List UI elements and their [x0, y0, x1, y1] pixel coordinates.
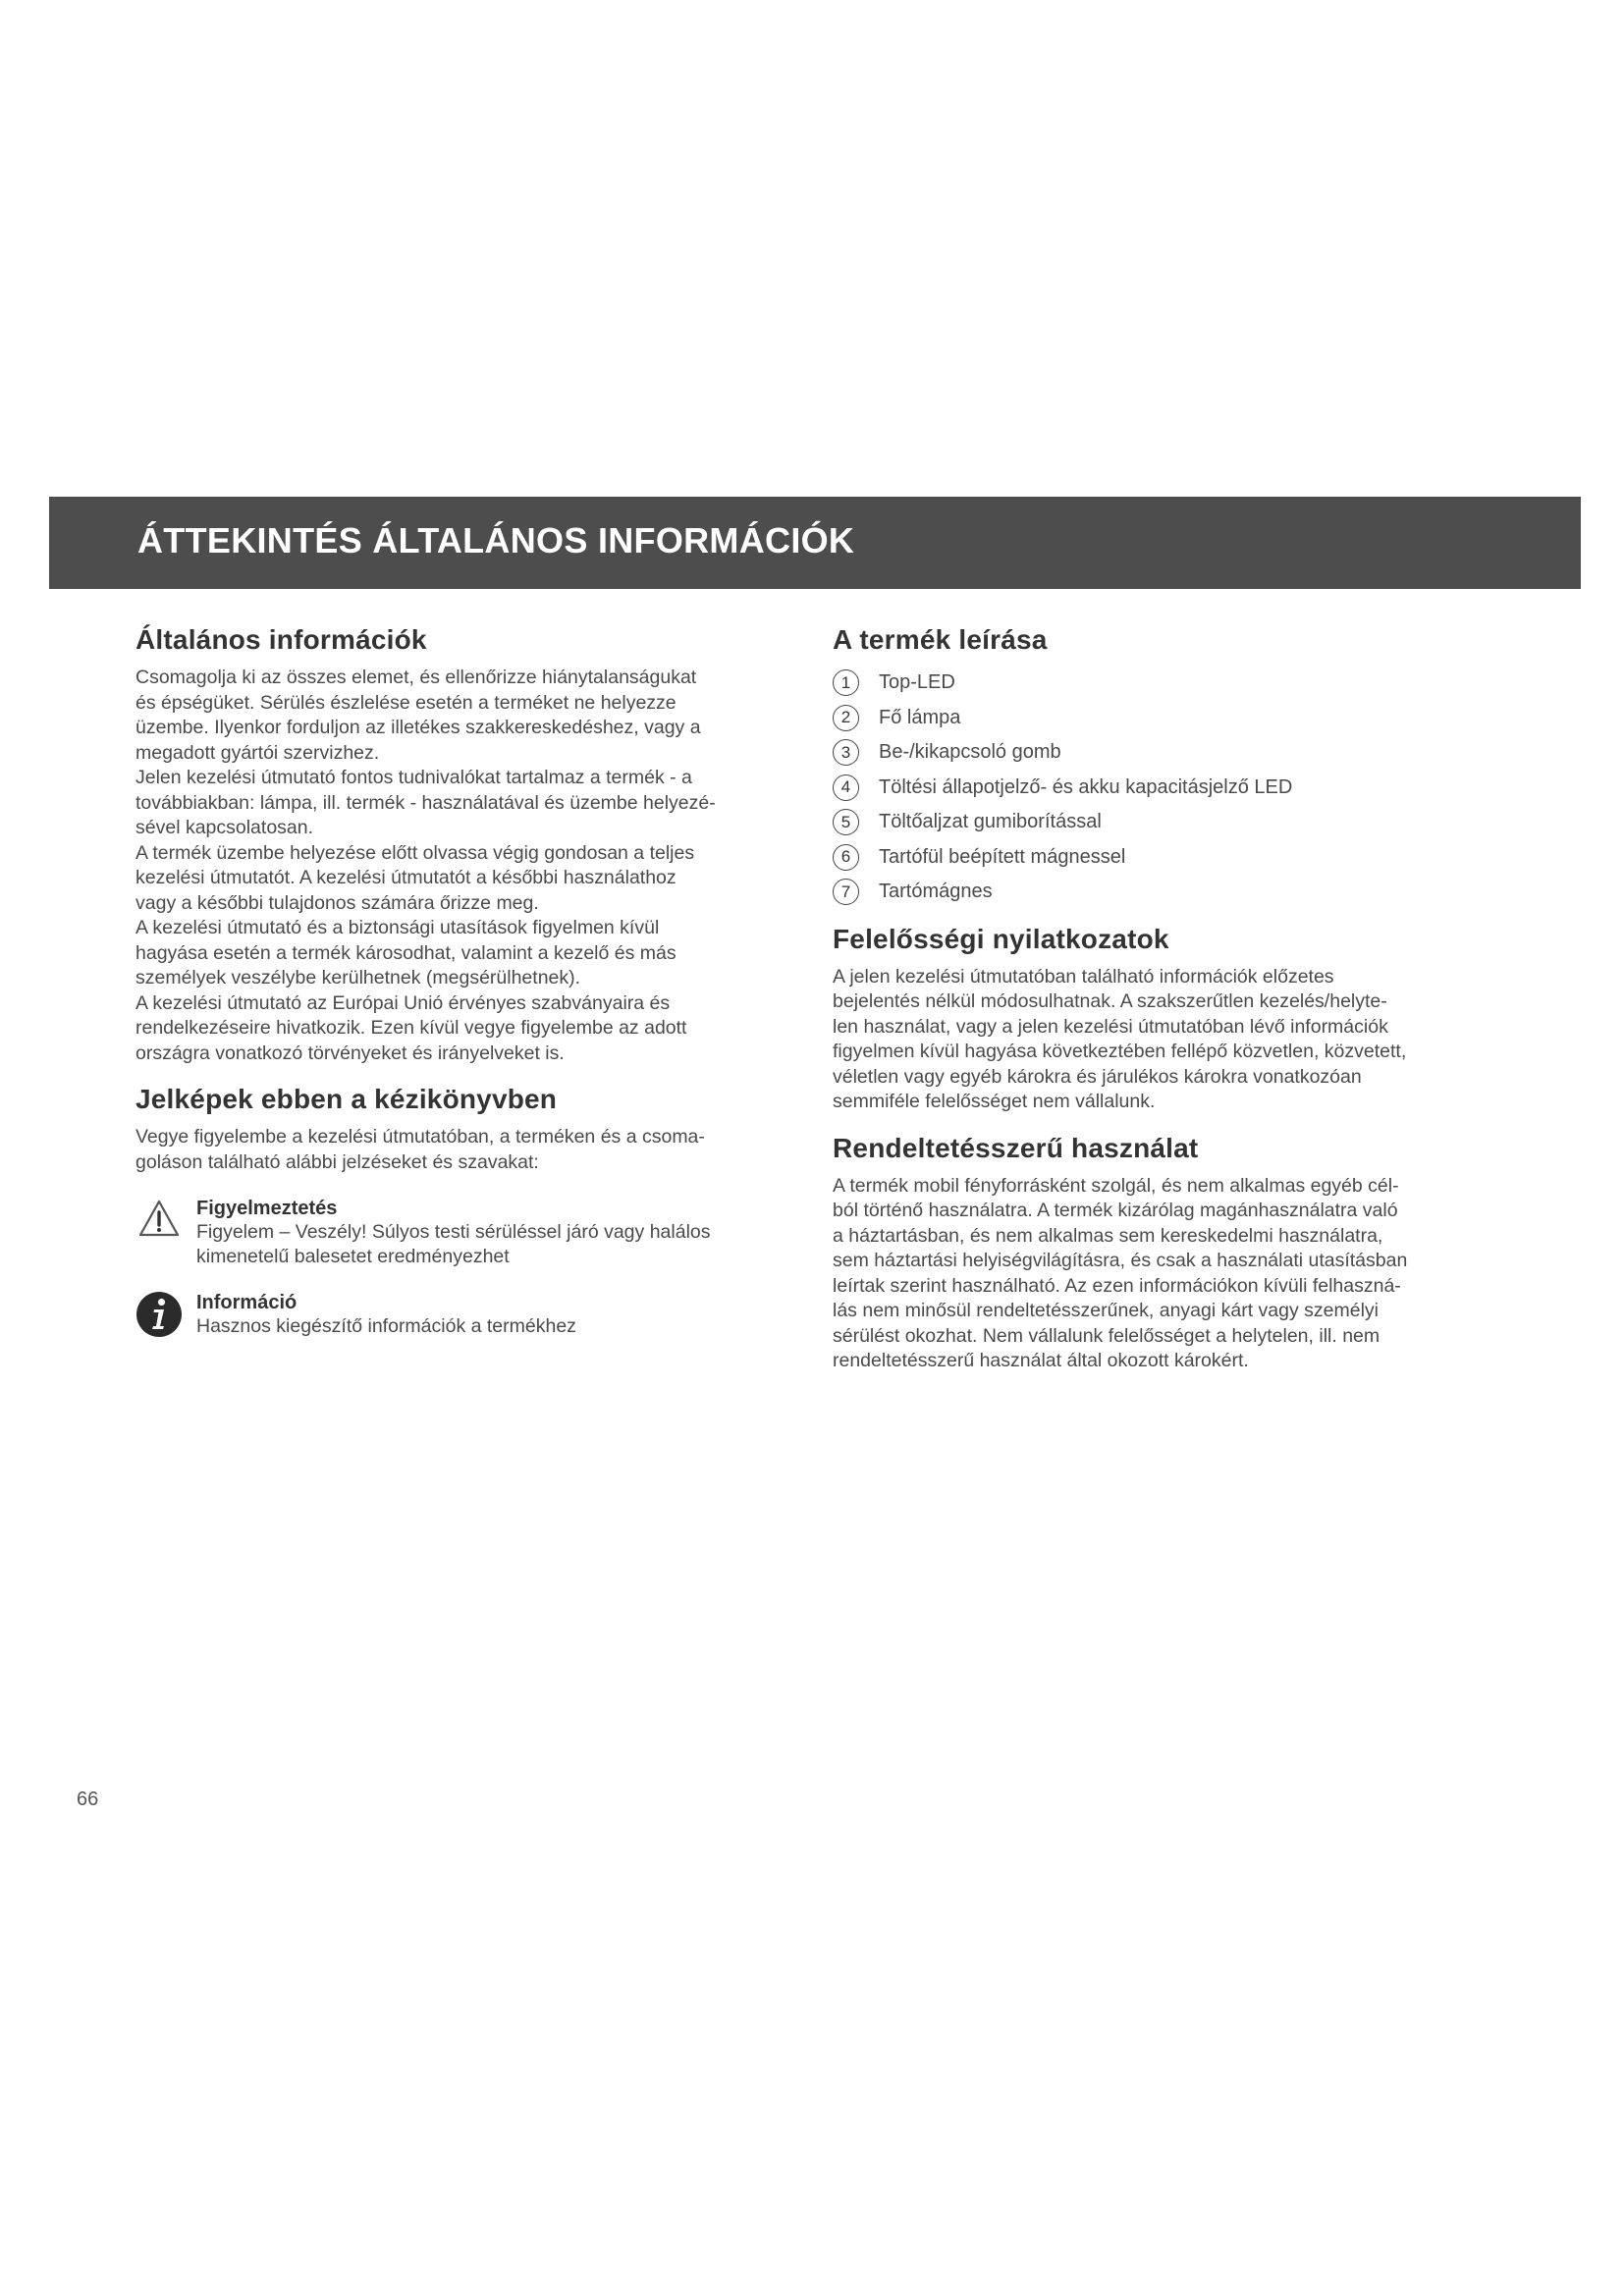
warning-title: Figyelmeztetés — [196, 1198, 338, 1219]
text-line: üzembe. Ilyenkor forduljon az illetékes szakkereskedéshez, vagy a — [135, 717, 701, 738]
text-line: A kezelési útmutató és a biztonsági utasítások figyelmen kívül — [135, 917, 660, 938]
page-title: ÁTTEKINTÉS ÁLTALÁNOS INFORMÁCIÓK — [137, 520, 855, 561]
part-label: Be-/kikapcsoló gomb — [879, 741, 1061, 764]
general-info-text — [135, 666, 785, 1066]
info-title: Információ — [196, 1292, 298, 1313]
text-line: továbbiakban: lámpa, ill. termék - használatával és üzembe helyezé- — [135, 791, 716, 814]
liability-text — [833, 965, 1481, 1115]
number-circle-icon: 1 — [833, 669, 859, 696]
symbols-intro — [135, 1125, 785, 1175]
list-item — [833, 735, 1481, 771]
text-line: Jelen kezelési útmutató fontos tudnivalókat tartalmaz a termék - a — [135, 767, 692, 788]
part-label: Top-LED — [879, 671, 955, 694]
section-banner — [49, 497, 1581, 589]
text-line: A kezelési útmutató az Európai Unió érvényes szabványaira és — [135, 991, 671, 1014]
text-line: személyek veszélybe kerülhetnek (megsérülhetnek). — [135, 967, 581, 988]
list-item — [833, 805, 1481, 840]
text-line: és épségüket. Sérülés észlelése esetén a terméket ne helyezze — [135, 691, 677, 714]
text-line: sem háztartási helyiségvilágításra, és csak a használati utasításban — [833, 1250, 1408, 1271]
liability-heading: Felelősségi nyilatkozatok — [833, 923, 1169, 954]
part-label: Fő lámpa — [879, 706, 961, 728]
warning-notice — [135, 1197, 785, 1269]
text-line: leírtak szerint használható. Az ezen információkon kívüli felhaszná- — [833, 1274, 1401, 1297]
text-line: A termék üzembe helyezése előtt olvassa végig gondosan a teljes — [135, 841, 695, 864]
page-number: 66 — [77, 1789, 99, 1810]
left-column — [135, 624, 785, 1339]
part-label: Tartófül beépített mágnessel — [879, 845, 1126, 868]
list-item — [833, 840, 1481, 876]
list-item — [833, 771, 1481, 806]
text-line: rendeltetésszerű használat által okozott károkért. — [833, 1350, 1249, 1371]
right-column — [833, 624, 1481, 1374]
text-line: országra vonatkozó törvényeket és irányelveket is. — [135, 1041, 565, 1064]
text-line: bejelentés nélkül módosulhatnak. A szakszerűtlen kezelés/helyte- — [833, 990, 1387, 1012]
warning-text-line: Figyelem – Veszély! Súlyos testi sérüléssel járó vagy halálos — [196, 1221, 711, 1243]
info-text-line: Hasznos kiegészítő információk a termékhez — [196, 1315, 576, 1337]
text-line: megadott gyártói szervizhez. — [135, 741, 380, 764]
text-line: Csomagolja ki az összes elemet, és ellenőrizze hiánytalanságukat — [135, 667, 697, 688]
text-line: véletlen vagy egyéb károkra és járulékos károkra vonatkozóan — [833, 1065, 1362, 1088]
number-circle-icon: 5 — [833, 809, 859, 835]
text-line: ból történő használatra. A termék kizárólag magánhasználatra való — [833, 1200, 1398, 1221]
part-label: Töltési állapotjelző- és akku kapacitásjelző LED — [879, 775, 1293, 798]
number-circle-icon: 6 — [833, 844, 859, 871]
text-line: sével kapcsolatosan. — [135, 817, 314, 838]
text-line: kezelési útmutatót. A kezelési útmutatót a későbbi használathoz — [135, 867, 677, 888]
text-line: sérülést okozhat. Nem vállalunk felelősséget a helytelen, ill. nem — [833, 1324, 1380, 1347]
info-notice — [135, 1291, 785, 1339]
text-line: rendelkezéseire hivatkozik. Ezen kívül vegye figyelembe az adott — [135, 1017, 687, 1039]
text-line: a háztartásban, és nem alkalmas sem kereskedelmi használatra, — [833, 1224, 1383, 1247]
text-line: lás nem minősül rendeltetésszerűnek, anyagi kárt vagy személyi — [833, 1300, 1380, 1321]
parts-list — [833, 666, 1481, 910]
text-line: goláson található alábbi jelzéseket és szavakat: — [135, 1150, 539, 1173]
number-circle-icon: 3 — [833, 739, 859, 766]
text-line: Vegye figyelembe a kezelési útmutatóban, a terméken és a csoma- — [135, 1126, 705, 1148]
symbols-heading: Jelképek ebben a kézikönyvben — [135, 1084, 558, 1114]
number-circle-icon: 4 — [833, 774, 859, 801]
part-label: Tartómágnes — [879, 881, 993, 903]
text-line: A jelen kezelési útmutatóban található információk előzetes — [833, 965, 1334, 988]
text-line: hagyása esetén a termék károsodhat, valamint a kezelő és más — [135, 941, 677, 964]
text-line: figyelmen kívül hagyása következtében fellépő közvetlen, közvetett, — [833, 1041, 1407, 1062]
text-line: semmiféle felelősséget nem vállalunk. — [833, 1091, 1156, 1112]
intended-use-heading: Rendeltetésszerű használat — [833, 1132, 1199, 1163]
text-line: vagy a későbbi tulajdonos számára őrizze meg. — [135, 891, 539, 914]
number-circle-icon: 2 — [833, 705, 859, 731]
list-item — [833, 666, 1481, 701]
text-line: A termék mobil fényforrásként szolgál, és nem alkalmas egyéb cél- — [833, 1174, 1399, 1197]
part-label: Töltőaljzat gumiborítással — [879, 811, 1102, 833]
product-description-heading: A termék leírása — [833, 624, 1048, 655]
number-circle-icon: 7 — [833, 879, 859, 905]
text-line: len használat, vagy a jelen kezelési útmutatóban lévő információk — [833, 1015, 1388, 1038]
list-item — [833, 701, 1481, 736]
warning-text-line: kimenetelű balesetet eredményezhet — [196, 1246, 510, 1267]
list-item — [833, 875, 1481, 910]
intended-use-text — [833, 1174, 1481, 1374]
general-info-heading: Általános információk — [135, 624, 427, 655]
